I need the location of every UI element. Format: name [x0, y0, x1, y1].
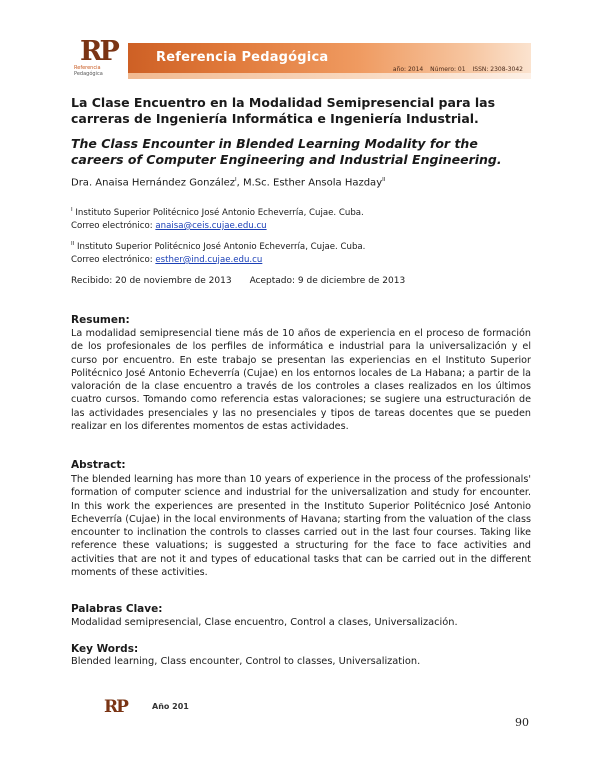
received-date: Recibido: 20 de noviembre de 2013 [71, 276, 232, 286]
affiliation-2-institution: Instituto Superior Politécnico José Antonio Echeverría, Cujae. Cuba. [76, 241, 366, 252]
footer-logo: RP [104, 697, 127, 717]
authors-line [71, 177, 531, 188]
affiliation-2 [71, 238, 531, 267]
title-spanish: La Clase Encuentro en la Modalidad Semipresencial para las carreras de Ingeniería Informática e Ingeniería Industrial. [71, 95, 496, 126]
palabras-clave-text: Modalidad semipresencial, Clase encuentro, Control a clases, Universalización. [71, 617, 458, 628]
issue-year: año: 2014 [392, 66, 424, 73]
affiliation-2-sup: II [71, 241, 75, 247]
affiliation-1-email-label: Correo electrónico: [71, 220, 156, 231]
affiliation-2-email-label: Correo electrónico: [71, 254, 156, 265]
author-separator: , [236, 177, 243, 189]
accepted-date: Aceptado: 9 de diciembre de 2013 [249, 276, 406, 286]
affiliation-1-sup: I [71, 207, 73, 213]
abstract-text: The blended learning has more than 10 years of experience in the process of the professionals' formation of computer science and industrial for the universalization and study for encounter. In this work the experiences are presented in the Instituto Superior Politécnico José Antonio Echeverría (Cujae) in the local environments of Havana; starting from the valuation of the class encounter to inclination the controls to classes carried out in the last four courses. Taking like reference these valuations; is suggested a structuring for the face to face activities and activities that are not it and types of educational tasks that can be carried out in the different moments of these activities. [71, 474, 531, 579]
issue-issn: ISSN: 2308-3042 [472, 66, 523, 73]
resumen-text: La modalidad semipresencial tiene más de 10 años de experiencia en el proceso de formación de los profesionales de los perfiles de informática e industrial para la universalización y el curso por encuentro. En este trabajo se presentan las experiencias en el Instituto Superior Politécnico José Antonio Echeverría (Cujae) en los entornos locales de La Habana; a partir de la valoración de la clase encuentro a través de los controles a clases realizados en los últimos cuatro cursos. Tomando como referencia estas valoraciones; se sugiere una estructuración de las actividades presenciales y las no presenciales y tipos de tareas docentes que se pueden realizar en los diferentes momentos de estas actividades. [71, 328, 531, 433]
affiliation-1 [71, 204, 531, 233]
affiliation-1-institution: Instituto Superior Politécnico José Antonio Echeverría, Cujae. Cuba. [75, 207, 364, 218]
affiliation-2-email-link[interactable]: esther@ind.cujae.edu.cu [155, 254, 263, 265]
author-2-sup: II [382, 177, 386, 183]
logo-mark: RP [80, 36, 117, 67]
author-2: M.Sc. Esther Ansola Hazday [242, 177, 383, 189]
issue-number: Número: 01 [430, 66, 466, 73]
abstract-heading: Abstract: [71, 459, 126, 471]
key-words-text: Blended learning, Class encounter, Control to classes, Universalization. [71, 656, 421, 667]
header-gradient-strip [96, 73, 531, 79]
author-1: Dra. Anaisa Hernández González [71, 177, 235, 189]
journal-header-banner [70, 35, 531, 81]
title-english: The Class Encounter in Blended Learning Modality for the careers of Computer Engineering and Industrial Engineering. [71, 136, 502, 167]
author-1-sup: I [235, 177, 237, 183]
logo-subtitle-2: Pedagógica [74, 71, 103, 77]
journal-name: Referencia Pedagógica [156, 50, 329, 65]
palabras-clave-heading: Palabras Clave: [71, 603, 163, 615]
resumen-heading: Resumen: [71, 314, 130, 326]
issue-info [388, 66, 523, 73]
key-words-heading: Key Words: [71, 643, 139, 655]
journal-logo [70, 35, 128, 81]
footer-year: Año 201 [152, 702, 189, 711]
dates-line [71, 276, 531, 286]
affiliation-1-email-link[interactable]: anaisa@ceis.cujae.edu.cu [155, 220, 267, 231]
page-number: 90 [515, 716, 529, 729]
logo-subtitle-1: Referencia [74, 65, 101, 71]
